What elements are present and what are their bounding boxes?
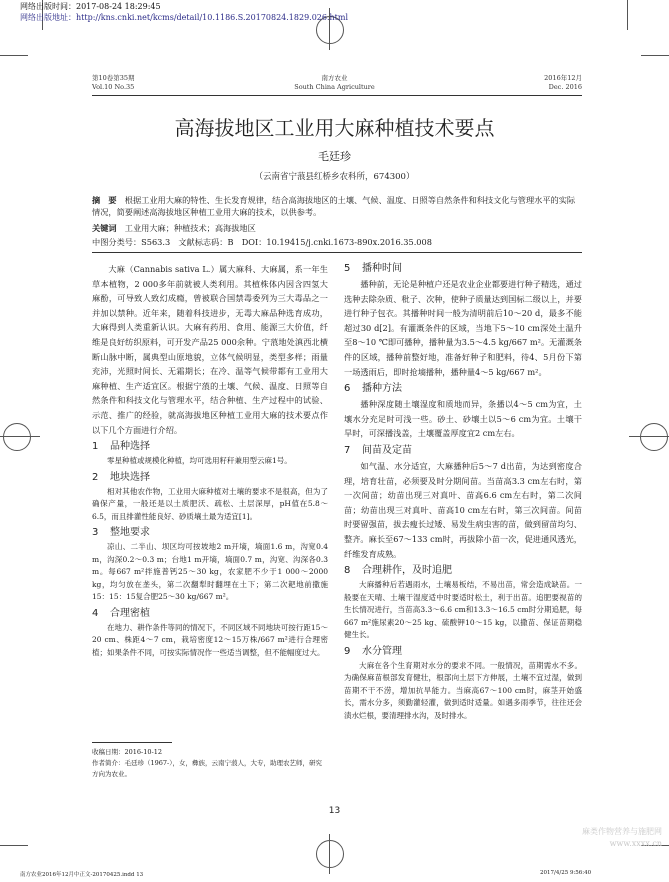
header-date: 2016年12月 [544, 74, 582, 82]
section-6-heading: 6 播种方法 [344, 383, 402, 395]
footnote-rule [92, 742, 172, 743]
registration-mark [640, 423, 668, 451]
section-4-heading: 4 合理密植 [92, 607, 150, 619]
registration-mark [316, 840, 344, 868]
crop-mark [0, 55, 28, 56]
print-slug-time: 2017/4/25 9:56:40 [540, 870, 592, 876]
received-date: 收稿日期：2016-10-12 [92, 748, 162, 756]
watermark [480, 826, 662, 850]
author-affiliation: （云南省宁蒗县红桥乡农科所，674300） [254, 172, 415, 182]
intro-paragraph: 大麻（Cannabis sativa L.）属大麻科、大麻属，系一年生草本植物，2 000多年前就被人类利用。其植株体内因含四氢大麻酚，可导致人致幻成瘾，曾被联合国禁毒委列为三大毒品之一并加以禁种。近年来，随着科技进步，无毒大麻品种选育成功，大麻得到人类重新认识。大麻有药用、食用、能源三大价值，纤维是良好纺织原料，可开发产品25 000余种。宁蒗地处滇西北横断山脉中断，属典型山原地貌，立体气候明显，类型多样；雨量充沛，光照时间长、无霜期长；在冷、温等气候带都有工业用大麻种植、生产适宜区。根据宁蒗的土壤、气候、温度、日照等自然条件和科技文化与管理水平，结合种植、生产过程中的试验、示范、推广的经验，就高海拔地区种植工业用大麻的技术要点作以下几个方面进行介绍。 [92, 264, 328, 435]
keywords-text: 工业用大麻；种植技术；高海拔地区 [124, 223, 256, 233]
crop-mark [641, 55, 669, 56]
section-9-text: 大麻在各个生育期对水分的要求不同。一般情况，苗期需水不多。为确保麻苗根部发育健壮，根部向土层下方伸展，土壤不宜过湿，做到苗期不干不涝，增加抗旱能力。当麻高67～100 cm时，麻茎开始盛长，需水分多，须勤灌轻灌，做到适时适量。如遇多雨季节，往往还会渍水烂根，要清理排水沟，及时排水。 [344, 660, 582, 720]
right-column [344, 262, 582, 722]
header-date-en: Dec. 2016 [548, 83, 582, 91]
section-2-text: 相对其他农作物，工业用大麻种植对土壤的要求不是很高，但为了确保产量，一般还是以土质肥沃、疏松、土层深厚，pH值在5.8～6.5，而且排灌性能良好、砂质壤土最为适宜[1]。 [92, 486, 328, 521]
section-1-text: 零星种植或规模化种植，均可选用籽秆兼用型云麻1号。 [107, 456, 292, 466]
crop-mark [627, 0, 628, 30]
abstract-label: 摘 要 [92, 195, 117, 205]
section-7-heading: 7 间苗及定苗 [344, 444, 412, 456]
registration-mark [3, 423, 31, 451]
paper-title: 高海拔地区工业用大麻种植技术要点 [174, 116, 495, 140]
section-3-text: 凉山、二半山、坝区均可按坡地2 m开墒，墒面1.6 m，沟宽0.4 m，沟深0.2～0.3 m；台地1 m开墒，墒面0.7 m，沟宽、沟深各0.3 m。每667 m²拌施普钙25～30 kg，农家肥不少于1 000～2000 kg，均匀放在垄头，第二次翻犁时翻埋在土下；第二次耙地前撒施15：15：15复合肥25～30 kg/667 m²。 [92, 542, 328, 602]
header-volume: 第10卷第35期 [92, 74, 135, 82]
publication-url-stamp[interactable]: 网络出版地址：http://kns.cnki.net/kcms/detail/10.1186.S.20170824.1829.026.html [20, 13, 349, 22]
registration-mark [329, 834, 330, 874]
print-slug-file: 南方农业2016年12月中正文-20170425.indd 13 [20, 872, 144, 878]
publication-time-stamp: 网络出版时间：2017-08-24 18:29:45 [20, 2, 161, 11]
section-1-heading: 1 品种选择 [92, 441, 150, 453]
watermark-line-1: 麻类作物营养与施肥网 [582, 827, 662, 836]
author-bio: 作者简介：毛廷珍（1967-），女，彝族，云南宁蒗人，大专，助理农艺师，研究方向为农业。 [92, 759, 322, 778]
header-journal-en: South China Agriculture [294, 83, 375, 91]
abstract-rule [92, 252, 582, 253]
section-6-text: 播种深度随土壤湿度和质地而异，条播以4～5 cm为宜，土壤水分充足时可浅一些。砂土、砂壤土以5～6 cm为宜。土壤干旱时，可深播浅盖，土壤覆盖厚度宜2 cm左右。 [344, 399, 582, 439]
registration-mark [629, 436, 669, 437]
left-column [92, 262, 328, 659]
section-2-heading: 2 地块选择 [92, 471, 150, 483]
registration-mark [0, 436, 40, 437]
section-8-text: 大麻播种后若遇雨水，土壤易板结，不易出苗，常会造成缺苗。一般要在天晴、土壤干湿度适中时要适时松土，利于出苗。追肥要视苗的生长情况进行，当苗高3.3～6.6 cm和13.3～16.5 cm时分期追肥，每667 m²施尿素20～25 kg、硫酸钾10～15 kg，以撒苗、保证苗期稳健生长。 [344, 580, 582, 640]
section-9-heading: 9 水分管理 [344, 645, 402, 657]
header-rule [92, 95, 582, 96]
author-name: 毛廷珍 [318, 150, 351, 163]
abstract [92, 194, 582, 218]
section-4-text: 在地力、耕作条件等同的情况下，不同区域不同地块可按行距15～20 cm、株距4～7 cm，栽培密度12～15万株/667 m²进行合理密植；如果条件不同，可按实际情况作一些适当调整，但不能幅度过大。 [92, 622, 328, 657]
header-journal: 南方农业 [321, 74, 348, 82]
keywords-label: 关键词 [92, 223, 117, 233]
page-number: 13 [328, 806, 341, 816]
keywords [92, 222, 582, 234]
section-8-heading: 8 合理耕作，及时追肥 [344, 565, 452, 577]
crop-mark [0, 845, 28, 846]
section-7-text: 如气温、水分适宜，大麻播种后5～7 d出苗，为达到密度合理，培育壮苗，必须要及时分期间苗。当苗高3.3 cm左右时，第一次间苗；幼苗出现三对真叶、苗高6.6 cm左右时，第二次间苗；幼苗出现三对真叶、苗高10 cm左右时，第三次间苗。间苗时要留强苗，拔去瘦长过矮、易发生病虫害的苗，做到留苗均匀、整齐。麻长至67～133 cm时，再拔除小苗一次，促进通风透光，纤维发育成熟。 [344, 460, 582, 559]
section-3-heading: 3 整地要求 [92, 527, 150, 539]
abstract-text: 根据工业用大麻的特性、生长发育规律，结合高海拔地区的土壤、气候、温度、日照等自然条件和科技文化与管理水平的实际情况，简要阐述高海拔地区种植工业用大麻的技术，以供参考。 [92, 195, 576, 217]
header-volume-en: Vol.10 No.35 [92, 83, 135, 91]
section-5-heading: 5 播种时间 [344, 263, 402, 274]
watermark-line-2: www.xxxx.cn [609, 839, 662, 848]
footnotes [92, 747, 328, 780]
section-5-text: 播种前，无论是种植户还是农业企业都要进行种子精选，通过选种去除杂质、秕子、次种，使种子质量达到国标二级以上，并要进行种子包衣。其播种时间一般为清明前后10～20 d，最多不能超过30 d[2]。有灌溉条件的区域，当地下5～10 cm深处土温升至8～10 ℃即可播种，播种量为3.5～4.5 kg/667 m²。无灌溉条件的区域，播种前整好地，准备好种子和肥料，待4、5月份下第一场透雨后，即时抢墒播种，播种量4～5 kg/667 m²。 [344, 279, 582, 377]
classification-line: 中图分类号：S563.3 文献标志码：B DOI：10.19415/j.cnki.1673-890x.2016.35.008 [92, 237, 432, 247]
